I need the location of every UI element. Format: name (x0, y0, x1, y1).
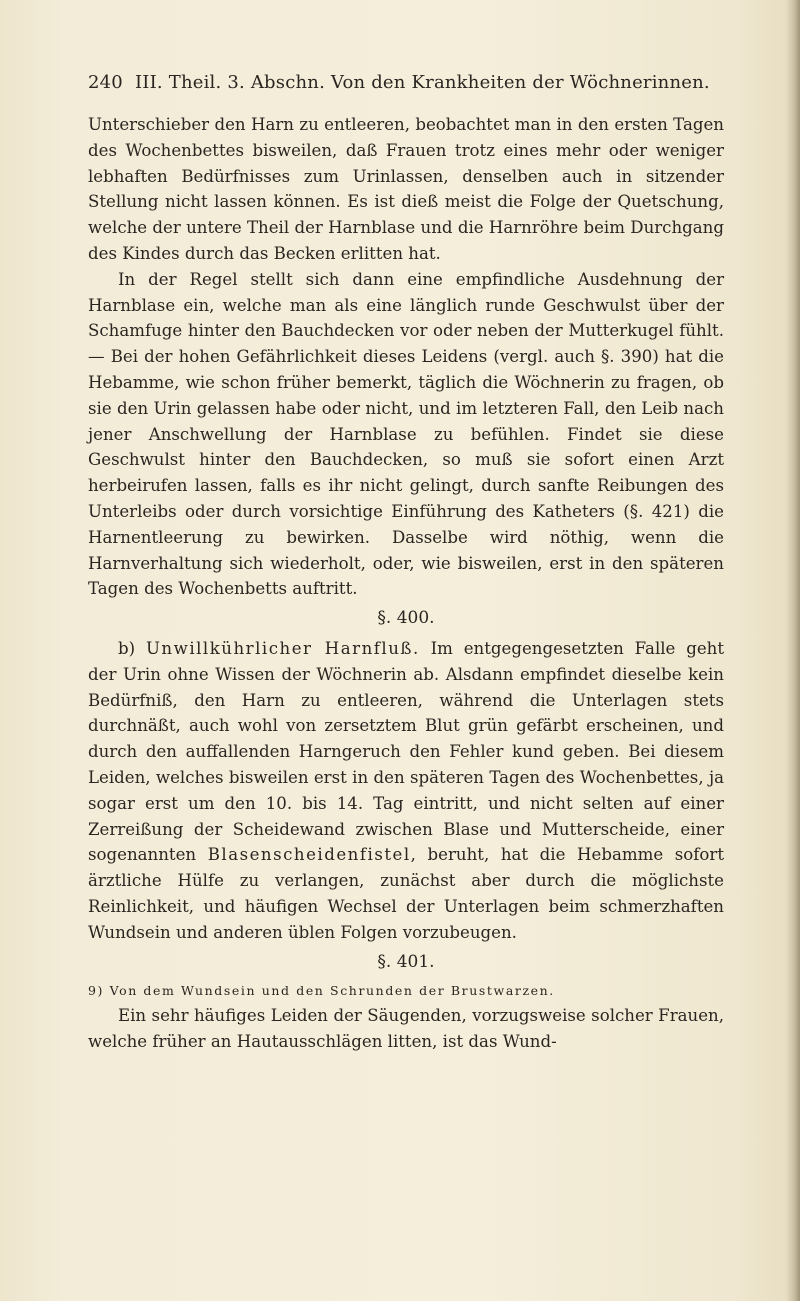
page-number: 240 (88, 72, 123, 93)
paragraph-harnfluss-text: Im entgegengesetzten Falle geht der Urin ohne Wissen der Wöchnerin ab. Alsdann empfindet dieselbe kein Bedürfniß, den Harn zu entleeren, während die Unterlagen stets durchnäßt, auch wohl von zersetztem Blut grün gefärbt erscheinen, und durch den auffallenden Harngeruch den Fehler kund geben. Bei diesem Leiden, welches bisweilen erst in den späteren Tagen des Wochenbettes, ja sogar erst um den 10. bis 14. Tag eintritt, und nicht selten auf einer Zerreißung der Scheidewand zwischen Blase und Mutterscheide, einer sogenannten (88, 638, 725, 865)
paragraph-harnverhaltung-end: Unterschieber den Harn zu entleeren, beobachtet man in den ersten Tagen des Wochenbettes bisweilen, daß Frauen trotz eines mehr oder weniger lebhaften Bedürfnisses zum Urinlassen, denselben auch in sitzender Stellung nicht lassen können. Es ist dieß meist die Folge der Quetschung, welche der untere Theil der Harnblase und die Harnröhre beim Durchgang des Kindes durch das Becken erlitten hat. (88, 115, 724, 263)
term-blasenscheidenfistel: Blasenscheidenfistel (207, 845, 411, 865)
paragraph-wundsein: Ein sehr häufiges Leiden der Säugenden, vorzugsweise solcher Frauen, welche früher an Hautausschlägen litten, ist das Wund- (88, 1006, 724, 1052)
paragraph-harnfluss (88, 636, 724, 946)
paragraph-harnfluss-text-end: , beruht, hat die Hebamme sofort ärztliche Hülfe zu verlangen, zunächst aber durch die möglichste Reinlichkeit, und häufigen Wechsel der Unterlagen beim schmerzhaften Wundsein und anderen üblen Folgen vorzubeugen. (88, 845, 724, 942)
section-heading-400: §. 400. (377, 608, 435, 629)
term-unwillkuerlicher-harnfluss: Unwillkührlicher Harnfluß. (145, 638, 420, 658)
section-heading-401: §. 401. (377, 951, 435, 972)
page-edge-shadow (786, 0, 800, 1301)
item-marker: b) (118, 638, 146, 658)
running-title: III. Theil. 3. Abschn. Von den Krankheiten der Wöchnerinnen. (134, 72, 710, 93)
subsection-heading-wundsein: 9) Von dem Wundsein und den Schrunden der Brustwarzen. (88, 983, 555, 999)
paragraph-harnblase-ausdehnung: In der Regel stellt sich dann eine empfindliche Ausdehnung der Harnblase ein, welche man als eine länglich runde Geschwulst über der Schamfuge hinter den Bauchdecken vor oder neben der Mutterkugel fühlt. — Bei der hohen Gefährlichkeit dieses Leidens (vergl. auch §. 390) hat die Hebamme, wie schon früher bemerkt, täglich die Wöchnerin zu fragen, ob sie den Urin gelassen habe oder nicht, und im letzteren Fall, den Leib nach jener Anschwellung der Harnblase zu befühlen. Findet sie diese Geschwulst hinter den Bauchdecken, so muß sie sofort einen Arzt herbeirufen lassen, falls es ihr nicht gelingt, durch sanfte Reibungen des Unterleibs oder durch vorsichtige Einführung des Katheters (§. 421) die Harnentleerung zu bewirken. Dasselbe wird nöthig, wenn die Harnverhaltung sich wiederholt, oder, wie bisweilen, erst in den späteren Tagen des Wochenbetts auftritt. (88, 269, 724, 599)
page-body (88, 112, 724, 1055)
running-header (88, 72, 718, 93)
